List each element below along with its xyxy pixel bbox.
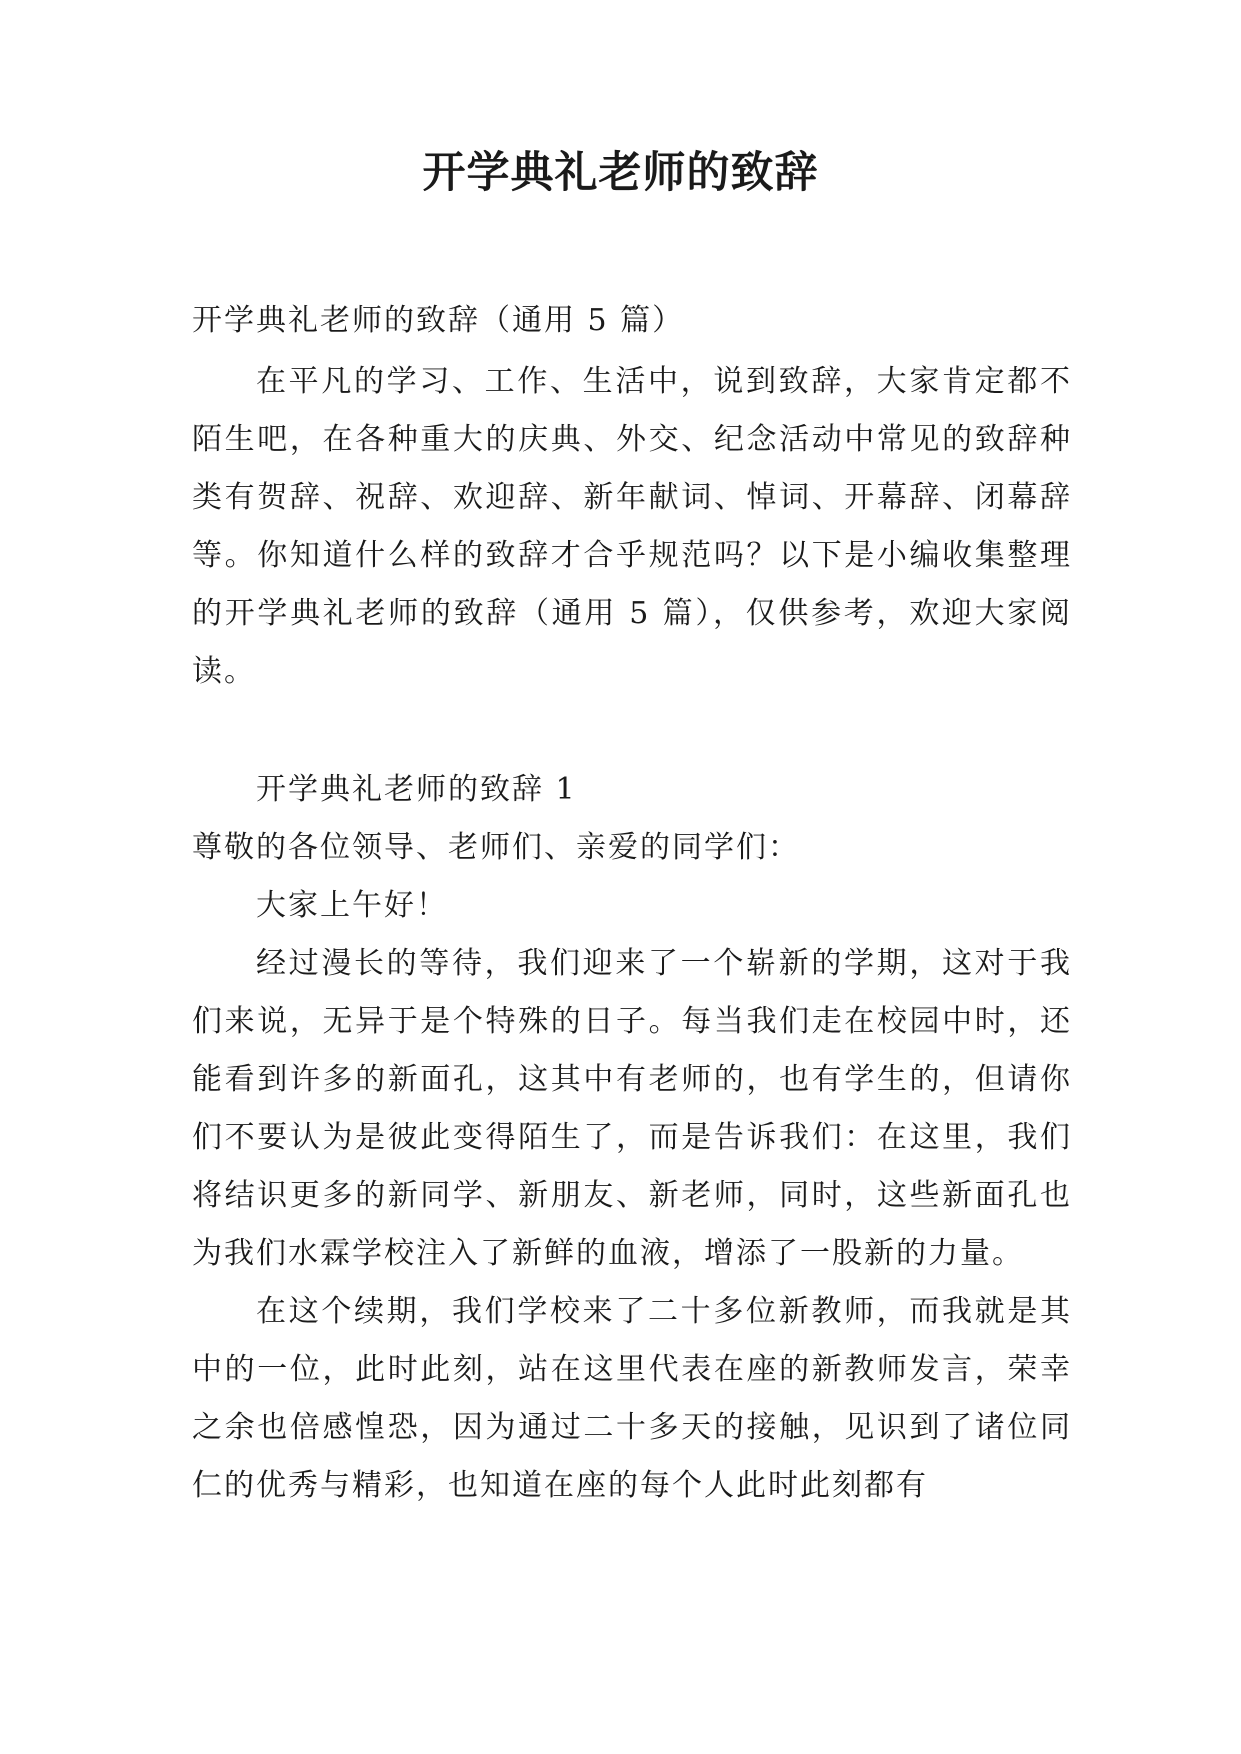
body-paragraph-2: 在这个续期，我们学校来了二十多位新教师，而我就是其中的一位，此时此刻，站在这里代表在座的新教师发言，荣幸之余也倍感惶恐，因为通过二十多天的接触，见识到了诸位同仁的优秀与精彩，也知道在座的每个人此时此刻都有: [192, 1294, 1072, 1503]
document-subtitle: 开学典礼老师的致辞（通用 5 篇）: [192, 303, 685, 338]
document-title: 开学典礼老师的致辞: [422, 148, 819, 198]
greeting: 大家上午好！: [256, 888, 448, 923]
section-heading: 开学典礼老师的致辞 1: [256, 772, 577, 807]
body-paragraph-1: 经过漫长的等待，我们迎来了一个崭新的学期，这对于我们来说，无异于是个特殊的日子。每当我们走在校园中时，还能看到许多的新面孔，这其中有老师的，也有学生的，但请你们不要认为是彼此变得陌生了，而是告诉我们：在这里，我们将结识更多的新同学、新朋友、新老师，同时，这些新面孔也为我们水霖学校注入了新鲜的血液，增添了一股新的力量。: [192, 946, 1072, 1271]
paragraph-spacer: [192, 701, 1072, 761]
salutation: 尊敬的各位领导、老师们、亲爱的同学们：: [192, 830, 800, 865]
intro-paragraph: 在平凡的学习、工作、生活中，说到致辞，大家肯定都不陌生吧，在各种重大的庆典、外交、纪念活动中常见的致辞种类有贺辞、祝辞、欢迎辞、新年献词、悼词、开幕辞、闭幕辞等。你知道什么样的致辞才合乎规范吗？以下是小编收集整理的开学典礼老师的致辞（通用 5 篇），仅供参考，欢迎大家阅读。: [192, 364, 1072, 689]
document-body: [192, 295, 1072, 1515]
